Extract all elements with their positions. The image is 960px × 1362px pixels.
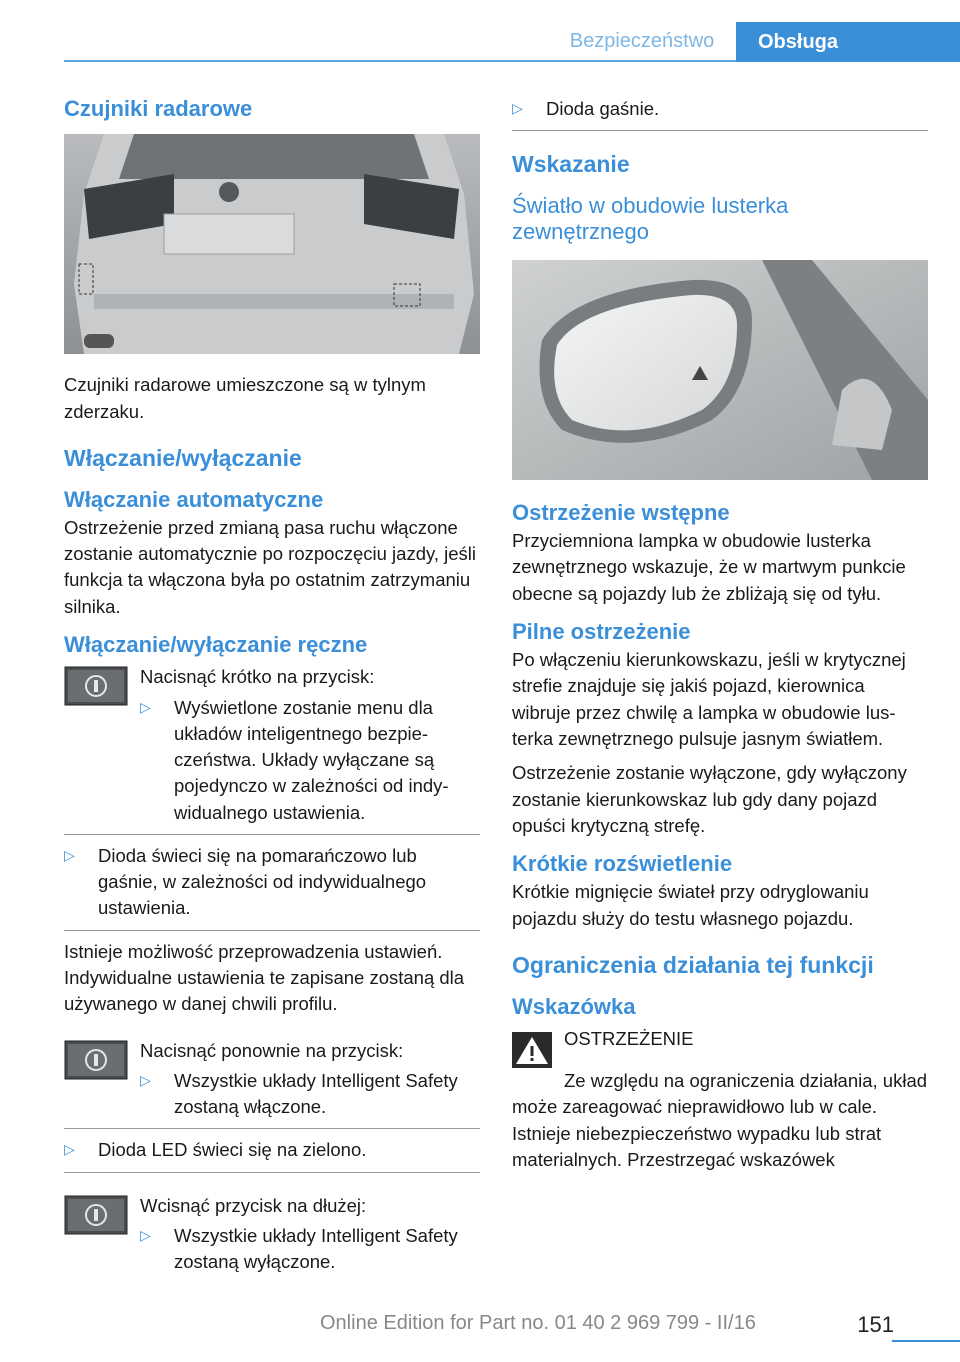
heading-on-off: Włączanie/wyłączanie: [64, 444, 302, 471]
list-item: ▷ Wszystkie układy Intelligent Safety zostaną włączone.: [140, 1068, 480, 1121]
list-item: ▷ Dioda gaśnie.: [512, 96, 928, 122]
step-short-press-label: Nacisnąć krótko na przycisk:: [140, 666, 375, 688]
bullet-icon: ▷: [512, 100, 523, 116]
safety-button-icon: [64, 1195, 128, 1235]
radar-description: Czujniki radarowe umieszczone są w tylnym zderzaku.: [64, 374, 426, 422]
safety-button-icon: [64, 666, 128, 706]
auto-on-text: Ostrzeżenie przed zmianą pasa ruchu włączone zostanie automatycznie po rozpoczęciu jazdy, jeśli funkcja ta włączona była po ostatnim zatrzymaniu silnika.: [64, 516, 477, 617]
heading-pre-warning: Ostrzeżenie wstępne: [512, 499, 730, 525]
footer-edition: Online Edition for Part no. 01 40 2 969 799 - II/16: [320, 1312, 756, 1334]
pre-warning-text: Przyciemniona lampka w obudowie lusterka zewnętrznego wskazuje, że w martwym punkcie obecne są pojazdy lub że zbliżają się od tyłu.: [512, 530, 906, 604]
footer-rule: [892, 1340, 960, 1342]
safety-button-icon: [64, 1040, 128, 1080]
urgent-warning-text: Po włączeniu kierunkowskazu, jeśli w krytycznej strefie znajduje się jakiś pojazd, kierownica wibruje przez chwilę a lampka w obudowie lusterka zewnętrznego pulsuje jasnym światłem.: [512, 649, 906, 750]
warning-block: [512, 1026, 928, 1068]
divider: [512, 130, 928, 131]
divider: [64, 834, 480, 835]
heading-note: Wskazówka: [512, 993, 636, 1019]
left-column: [64, 96, 480, 1275]
short-illumination-text: Krótkie mignięcie świateł przy odryglowaniu pojazdu służy do testu własnego pojazdu.: [512, 881, 869, 929]
mirror-photo: [512, 260, 928, 480]
step-press-again: [64, 1038, 480, 1121]
warning-title: OSTRZEŻENIE: [564, 1027, 694, 1049]
heading-short-illumination: Krótkie rozświetlenie: [512, 851, 733, 877]
list-item: ▷ Dioda LED świeci się na zielono.: [64, 1137, 480, 1163]
step-press-again-label: Nacisnąć ponownie na przycisk:: [140, 1039, 404, 1061]
bullet-icon: ▷: [140, 1071, 151, 1088]
warning-text: Ze względu na ograniczenia działania, układ może zareagować nieprawidłowo lub w cale. Istnieje niebezpieczeństwo wypadku lub strat materialnych. Przestrzegać wskazówek: [512, 1069, 928, 1170]
step-long-press-label: Wcisnąć przycisk na dłużej:: [140, 1194, 367, 1216]
list-item: ▷ Wszystkie układy Intelligent Safety zostaną wyłączone.: [140, 1223, 480, 1276]
header-tab-section[interactable]: Bezpieczeństwo: [569, 29, 715, 52]
page-number: 151: [857, 1312, 894, 1337]
settings-note: Istnieje możliwość przeprowadzenia ustawień. Indywidualne ustawienia te zapisane zostaną dla używanego w danej chwili profilu.: [64, 940, 465, 1015]
heading-display: Wskazanie: [512, 151, 630, 178]
heading-manual-on-off: Włączanie/wyłączanie ręczne: [64, 631, 368, 657]
right-column: [512, 96, 928, 1173]
divider: [64, 1172, 480, 1173]
list-item: ▷ Dioda świeci się na pomarańczowo lub gaśnie, w zależności od indywidualnego ustawienia.: [64, 843, 480, 922]
list-item: ▷ Wyświetlone zostanie menu dla układów inteligentnego bezpieczeństwa. Układy wyłączane są pojedynczo w zależności od indywidualnego ustawienia.: [140, 695, 480, 826]
warning-triangle-icon: [512, 1032, 552, 1068]
step-short-press: [64, 664, 480, 826]
urgent-warning-off-text: Ostrzeżenie zostanie wyłączone, gdy wyłączony zostanie kierunkowskaz lub gdy dany pojazd opuści krytyczną strefę.: [512, 762, 907, 836]
bullet-icon: ▷: [140, 1226, 151, 1243]
heading-auto-on: Włączanie automatyczne: [64, 486, 324, 512]
header-tab-active[interactable]: Obsługa: [736, 22, 960, 62]
heading-urgent-warning: Pilne ostrzeżenie: [512, 618, 691, 644]
bullet-icon: ▷: [64, 1141, 75, 1158]
heading-mirror-light: Światło w obudowie lusterka zewnętrznego: [512, 192, 789, 245]
heading-radar-sensors: Czujniki radarowe: [64, 96, 253, 121]
heading-limitations: Ograniczenia działania tej funkcji: [512, 952, 874, 978]
divider: [64, 930, 480, 931]
divider: [64, 1128, 480, 1129]
bullet-icon: ▷: [64, 846, 75, 863]
step-long-press: [64, 1193, 480, 1276]
bullet-icon: ▷: [140, 698, 151, 715]
car-rear-photo: [64, 134, 480, 354]
